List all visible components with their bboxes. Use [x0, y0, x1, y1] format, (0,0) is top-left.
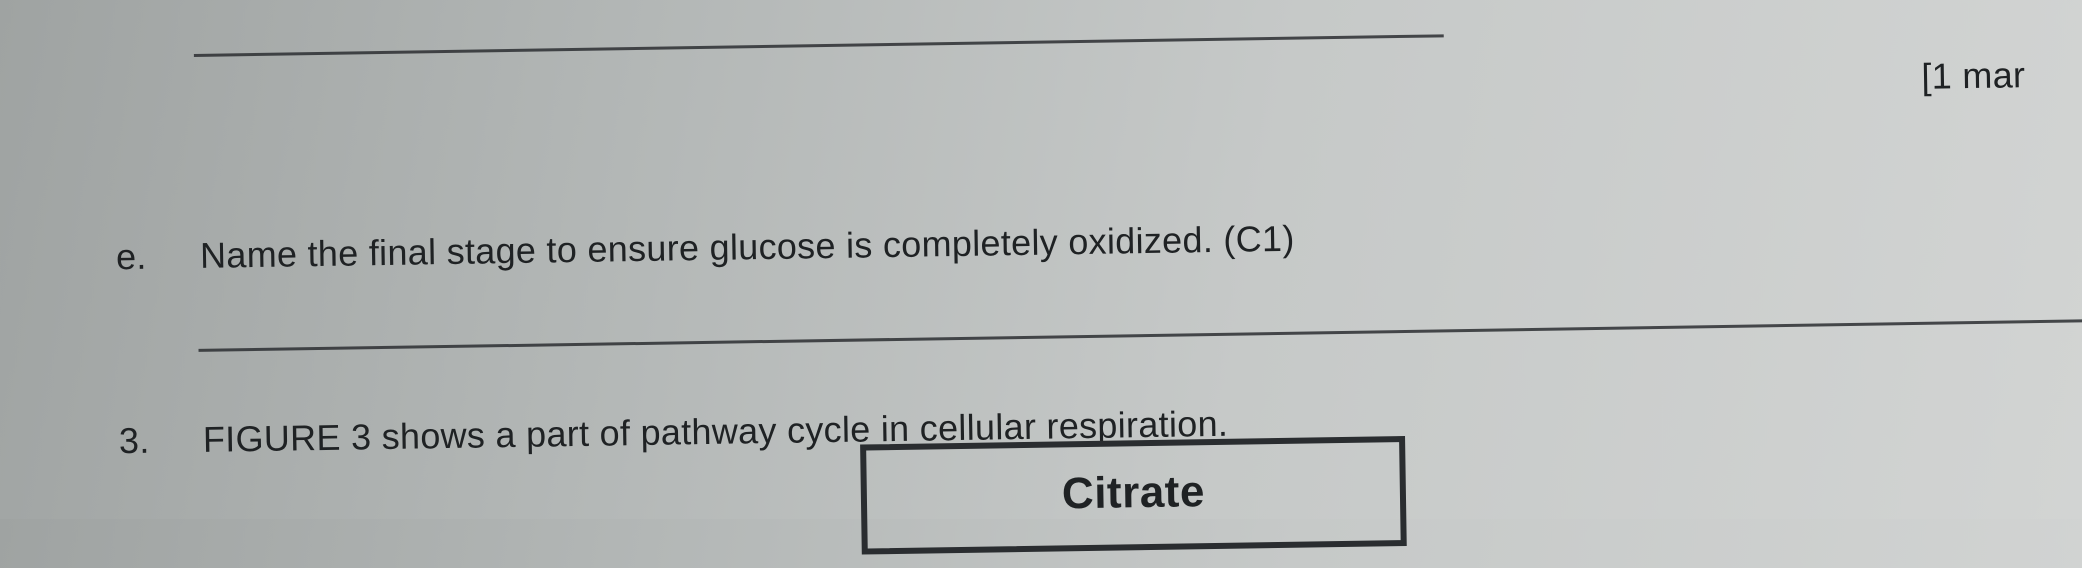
- question-e-text: Name the final stage to ensure glucose is completely oxidized. (C1): [199, 217, 1295, 276]
- citrate-label: Citrate: [1061, 467, 1206, 519]
- figure-3-citrate-box: [860, 436, 1407, 555]
- marks-label: [1 mar: [1921, 54, 2026, 97]
- question-3-text: FIGURE 3 shows a part of pathway cycle in cellular respiration.: [202, 402, 1229, 460]
- answer-line-question-e: [199, 319, 2082, 352]
- answer-line-top: [194, 34, 1444, 57]
- question-3-number: 3.: [118, 419, 150, 462]
- question-e-number: e.: [115, 235, 147, 278]
